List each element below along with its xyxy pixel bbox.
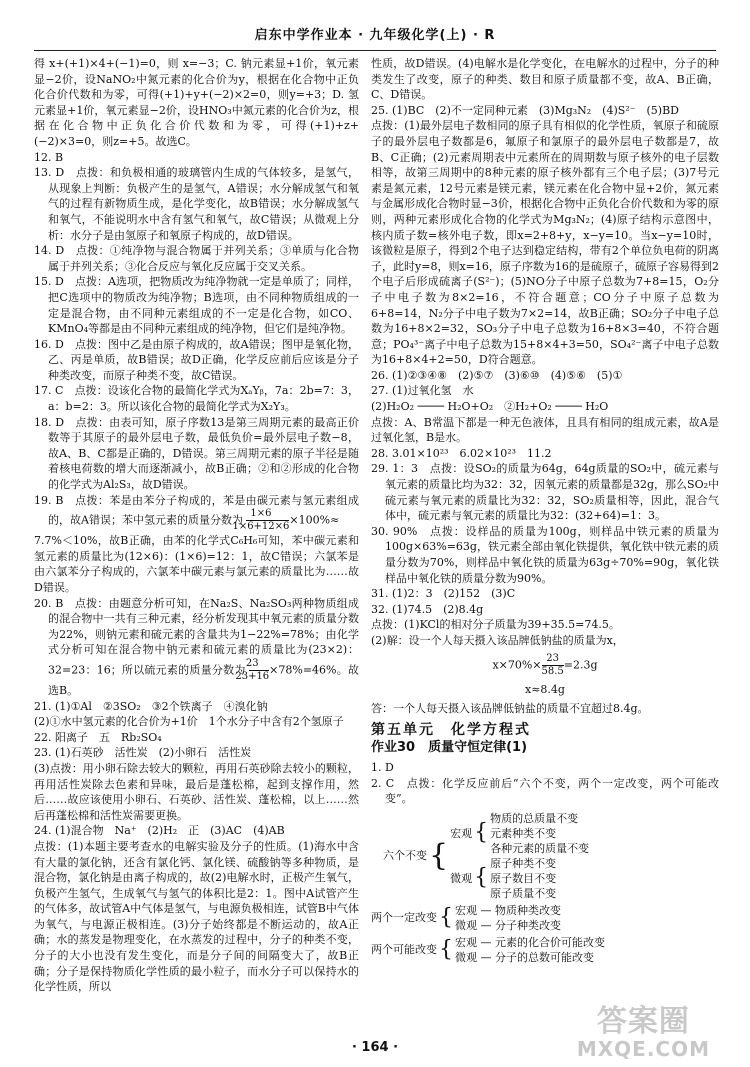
page-number: · 164 · bbox=[351, 1040, 399, 1055]
answer-15: 15. D 点拨：A选项，把物质改为纯净物就一定是单质了；同样，把C选项中的物质改为纯净物；B选项，由不同种物质组成的一定是混合物，由不同种元素组成的不一定是化合物，如CO、KMnO₄等都是由不同种元素组成的纯净物，但它们是纯净物。 bbox=[34, 275, 359, 336]
answer-32: 32. (1)74.5 (2)8.4g bbox=[371, 602, 484, 616]
answer-22: 22. 阳离子 五 Rb₂SO₄ bbox=[34, 730, 162, 744]
brace-icon: { bbox=[439, 904, 453, 930]
answer-24-note: 点拨：(1)本题主要考查水的电解实验及分子的性质。(1)海水中含有大量的氯化钠，还含有氯化钙、氯化镁、硫酸钠等多种物质，是混合物，氯化钠是由离子构成的，故(2)电解水时，正极产生氧气，负极产生氢气，生成氧气与氢气的体积比是2：1。图中A试管产生的气体多，故试管A中气体是氢气，与电源负极相连，试管B中气体为氧气，与电源正极相连。(3)分子始终都是不断运动的，故A正确；水的蒸发是物理变化，在水蒸发的过程中，分子的种类不变，分子的大小也没有发生变化，而是分子间的间隔变大了，故B正确；分子是保持物质化学性质的最小粒子，而水分子可以保持水的化学性质，所以 bbox=[34, 839, 359, 994]
tree-micro-label: 微观 bbox=[450, 871, 473, 885]
answer-23-note: (3)点拨：用小卵石除去较大的颗粒，再用石英砂除去较小的颗粒，再用活性炭除去色素和异味，最后是蓬松棉，起到支撑作用，然后……故应该使用小卵石、石英砂、活性炭、蓬松棉，以上……然后再蓬松棉和活性炭需要更换。 bbox=[34, 761, 359, 822]
equation-32-result: x≈8.4g bbox=[525, 682, 565, 696]
answer-17: 17. C 点拨：设该化合物的最简化学式为XₐYᵦ，7a：2b=7：3，a：b=2：3。所以该化合物的最简化学式为X₂Y₃。 bbox=[34, 384, 359, 414]
fraction-20: $\frac{23}{23+16}$ bbox=[235, 657, 270, 682]
answer-11-cont: 得 x+(+1)×4+(−1)=0，则 x=−3；C. 钠元素显+1价，氧元素显−2价，设NaNO₂中氮元素的化合价为y，根据在化合物中正负化合价代数和为零，可得(+1)+y+(−2)×2=0，则y=+3；D. 氢元素显+1价，氧元素显−2价，设HNO₃中氮元素的化合价为z，根据在化合物中正负化合价代数和为零，可得(+1)+z+(−2)×3=0，则z=+5。故选C。 bbox=[34, 57, 359, 148]
answer-24: 24. (1)混合物 Na⁺ (2)H₂ 正 (3)AC (4)AB bbox=[34, 824, 285, 838]
answer-14: 14. D 点拨：①纯净物与混合物属于并列关系；③单质与化合物属于并列关系；③化合反应与氧化反应属于交叉关系。 bbox=[34, 244, 359, 273]
answer-18: 18. D 点拨：由表可知，原子序数13是第三周期元素的最高正价数等于其原子的最外层电子数，最低负价=最外层电子数−8，故A、B、C都是正确的，D错误。第三周期元素的原子半径是随着核电荷数的增大而逐渐减小，故B正确；②和②形成的化合物的化学式为Al₂S₃，故D错误。 bbox=[34, 415, 359, 492]
fraction-19: $\frac{1\times 6}{1\times 6+12\times 6}$ bbox=[232, 508, 290, 533]
right-column bbox=[371, 56, 719, 1046]
answer-12: 12. B bbox=[34, 150, 64, 164]
answer-25-note: 点拨：(1)最外层电子数相同的原子具有相似的化学性质，氧原子和硫原子的最外层电子数都是6，氟原子和氯原子的最外层电子数都是7，故B、C正确；(2)元素周期表中元素所在的周期数与原子核外的电子层数相等，故第三周期中的8种元素的原子核外都有三个电子层；(3)7号元素是氮元素，12号元素是镁元素，镁元素在化合物中显+2价，氮元素与金属形成化合物时显−3价，根据化合物中正负化合价代数和为零的原则，两种元素形成化合物的化学式为Mg₃N₂；(4)原子结构示意图中，核内质子数=核外电子数，即x=2+8+y，x−y=10。当x−y=10时，该微粒是原子，得到2个电子达到稳定结构，带有2个单位负电荷的阴离子，此时y=8，则x=16，原子序数为16的是硫原子，硫原子容易得到2个电子后形成硫离子(S²⁻)；(5)NO分子中原子总数为7+8=15，O₂分子中电子数为8×2=16，不符合题意；CO分子中原子总数为6+8=14，N₂分子中电子数为7×2=14，故B正确；SO₂分子中电子总数为16+8×2=32，SO₃分子中电子总数为16+8×3=40，不符合题意；PO₄³⁻离子中电子总数为15+8×4+3=50，SO₄²⁻离子中电子总数为16+8×4+2=50，D符合题意。 bbox=[371, 119, 719, 367]
hw-answer-2: 2. C 点拨：化学反应前后“六个不变，两个一定改变，两个可能改变”。 bbox=[371, 776, 719, 806]
answer-21-1: 21. (1)①Al ②3SO₂ ③2个铁离子 ④溴化钠 bbox=[34, 699, 268, 713]
answer-19-cont: 7.7%＜10%，故B正确，由苯的化学式C₆H₆可知，苯中碳元素和氢元素的质量比为(12×6)：(1×6)=12：1，故C错误；六氯苯是由六氯苯分子构成的，六氯苯中碳元素与氯元素的质量比为……故D错误。 bbox=[34, 534, 359, 594]
equation-32: x×70%× $\frac{23}{58.5}$ =2.3g bbox=[492, 652, 598, 677]
answer-27-2: (2)H₂O₂ ──── H₂O+O₂ ②H₂+O₂ ──── H₂O bbox=[371, 400, 609, 414]
brace-icon: { bbox=[429, 837, 449, 873]
answer-32-note: 点拨：(1)KCl的相对分子质量为39+35.5=74.5。 bbox=[371, 618, 620, 632]
left-column bbox=[34, 56, 359, 1046]
answer-23: 23. (1)石英砂 活性炭 (2)小卵石 活性炭 bbox=[34, 746, 252, 760]
answer-19: 19. B 点拨：苯是由苯分子构成的，苯是由碳元素与氢元素组成的，故A错误；苯中氢元素的质量分数为 $\frac{1\times 6}{1\times 6+12\times 6}$ ×100%≈ bbox=[34, 493, 359, 533]
tree-macro-label: 宏观 bbox=[450, 826, 473, 840]
answer-28: 28. 3.01×10²³ 6.02×10²³ 11.2 bbox=[371, 446, 552, 460]
watermark-logo: 答案圈 MXQE.COM bbox=[576, 1004, 710, 1061]
answer-31: 31. (1)2：3 (2)152 (3)C bbox=[371, 587, 516, 601]
brace-icon: { bbox=[439, 936, 453, 962]
answer-13: 13. D 点拨：和负极相通的玻璃管内生成的气体较多，是氢气，从现象上判断：负极产生的是氢气，A错误；水分解成氢气和氧气的过程有新物质生成，是化学变化，故B错误；水分解成氢气和氧气，不能说明水中含有氢气和氧气，故C错误；从微观上分析：水分子是由氢原子和氧原子构成的，故D错误。 bbox=[34, 166, 359, 242]
tree-six-label: 六个不变 bbox=[383, 849, 427, 863]
answer-25: 25. (1)BC (2)不一定同种元素 (3)Mg₃N₂ (4)S²⁻ (5)BD bbox=[371, 103, 680, 117]
homework-title: 作业30 质量守恒定律(1) bbox=[371, 740, 528, 756]
answer-26: 26. (1)②③④⑧ (2)⑤⑦ (3)⑥⑩ (4)⑤⑥ (5)① bbox=[371, 368, 623, 382]
answer-27-note: 点拨：A、B常温下都是一种无色液体，且具有相同的组成元素，故A是过氧化氢，B是水。 bbox=[371, 415, 719, 445]
answer-29: 29. 1：3 点拨：设SO₂的质量为64g，64g质量的SO₂中，硫元素与氧元素的质量比均为32：32，因氧元素的质量都是32g，那么SO₂中硫元素与氧元素的质量比为32：32，SO₂质量相等，因此，混合气体中，硫元素与氧元素的质量比为32：(32+64)=1：3。 bbox=[371, 462, 719, 523]
tree-two-may-label: 两个可能改变 bbox=[371, 943, 437, 957]
hw-answer-1: 1. D bbox=[371, 760, 394, 774]
brace-icon: { bbox=[474, 820, 489, 846]
answer-30: 30. 90% 点拨：设样品的质量为100g，则样品中铁元素的质量为100g×63%=63g，铁元素全部由氧化铁提供，氧化铁中铁元素的质量分数为70%，则样品中氧化铁的质量为63g÷70%=90g，氧化铁样品中氧化铁的质量分数为90%。 bbox=[371, 524, 719, 585]
page-header: 启东中学作业本 · 九年级化学(上) · R bbox=[254, 28, 496, 43]
answer-21-2: (2)①水中氢元素的化合价为+1价 1个水分子中含有2个氢原子 bbox=[34, 715, 344, 729]
answer-32-final: 答：一个人每天摄入该品牌低钠盐的质量不宜超过8.4g。 bbox=[371, 702, 649, 716]
answer-27-1: 27. (1)过氧化氢 水 bbox=[371, 384, 474, 398]
brace-icon: { bbox=[474, 865, 489, 891]
conservation-diagram: 六个不变 { 宏观 { 物质的总质量不变 元素种类不变 各种元素的质量不变 微观 { 原子种类不变 原子数目不变 原子质量不变 两个一定改变 { 宏观 — 物质种类改变 微观 — 分子种类改变 两个可能改变 { 宏观 — 元素的化合价可能改变 微观 — 分子的总数可能改变 bbox=[371, 811, 605, 964]
header-rule bbox=[34, 50, 716, 51]
answer-32-solve: (2)解：设一个人每天摄入该品牌低钠盐的质量为x， bbox=[371, 633, 624, 647]
tree-two-sure-label: 两个一定改变 bbox=[371, 911, 437, 925]
unit-title: 第五单元 化学方程式 bbox=[371, 721, 531, 738]
answer-20: 20. B 点拨：由题意分析可知，在Na₂S、Na₂SO₃两种物质组成的混合物中一共有三种元素，经分析发现其中氧元素的质量分数为22%，则钠元素和硫元素的含量共为1−22%=78%；由化学式分析可知在混合物中钠元素和硫元素的质量比为(23×2)：32=23：16；所以硫元素的质量分数为 $\frac{23}{23+16}$ ×78%=46%。故选B。 bbox=[34, 596, 359, 697]
answer-16: 16. D 点拨：图中乙是由原子构成的，故A错误；图甲是氧化物，乙、丙是单质，故B错误；故D正确，化学反应前后应该是分子种类改变，而原子种类不变，故C错误。 bbox=[34, 337, 359, 382]
answer-24-cont: 性质，故D错误。(4)电解水是化学变化，在电解水的过程中，分子的种类发生了改变，原子的种类、数目和原子质量都不变，故A、B正确，C、D错误。 bbox=[371, 57, 719, 102]
